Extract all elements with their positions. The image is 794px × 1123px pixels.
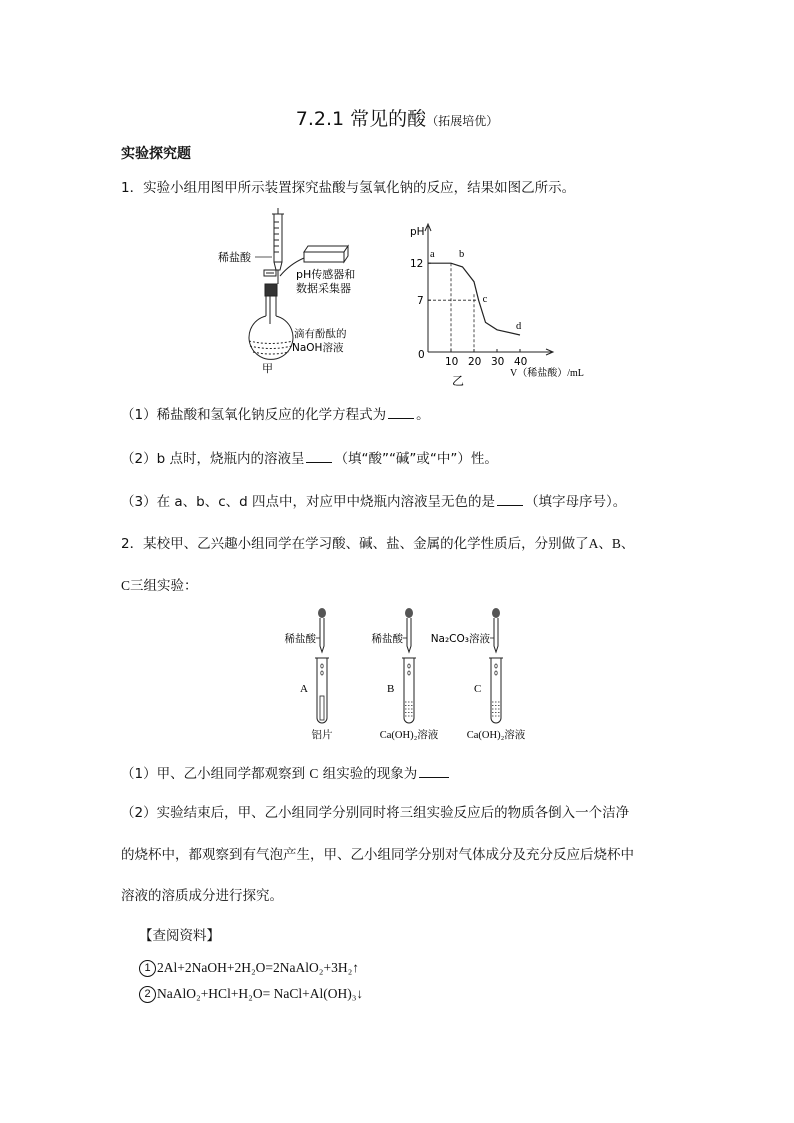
q1-stem: 1．实验小组用图甲所示装置探究盐酸与氢氧化钠的反应，结果如图乙所示。 xyxy=(121,180,576,196)
label-sensor-1: pH传感器和 xyxy=(296,268,356,281)
answer-blank-2[interactable] xyxy=(306,450,332,463)
reagent-label: 稀盐酸 xyxy=(284,633,316,645)
q1-sub1-text: （1）稀盐酸和氢氧化钠反应的化学方程式为 xyxy=(121,407,387,423)
ph-chart xyxy=(398,218,610,390)
point-label-b: b xyxy=(459,249,465,261)
tube-content-label: 铝片 xyxy=(311,730,333,741)
dropper-bulb xyxy=(318,608,326,618)
q2-sub2-line3: 溶液的溶质成分进行探究。 xyxy=(121,888,283,904)
x-tick-label: 20 xyxy=(468,356,482,368)
sensor-box xyxy=(304,246,348,262)
test-tubes-figure xyxy=(274,604,544,744)
equation-2-text: NaAlO₂+HCl+H₂O= NaCl+Al(OH)₃↓ xyxy=(157,986,364,1001)
q2-sub1-text: （1）甲、乙小组同学都观察到 xyxy=(121,766,306,782)
x-tick-label: 40 xyxy=(514,356,528,368)
q2-sub2-line1: （2）实验结束后，甲、乙小组同学分别同时将三组实验反应后的物质各倒入一个洁净 xyxy=(121,805,630,821)
label-sensor-2: 数据采集器 xyxy=(296,282,351,295)
caption-yi: 乙 xyxy=(452,374,465,388)
label-flask-2: NaOH溶液 xyxy=(292,342,344,354)
q2-stem-abc: A、B、 xyxy=(588,536,635,551)
q2-stem-c: C xyxy=(121,578,131,593)
answer-blank-4[interactable] xyxy=(419,765,449,778)
q1-sub2 xyxy=(121,447,498,467)
test-tube-B xyxy=(372,608,439,741)
q2-sub2-line2: 的烧杯中，都观察到有气泡产生，甲、乙小组同学分别对气体成分及充分反应后烧杯中 xyxy=(121,847,634,863)
q2-stem-text: 2．某校甲、乙兴趣小组同学在学习酸、碱、盐、金属的化学性质后，分别做了 xyxy=(121,536,589,552)
answer-blank-3[interactable] xyxy=(497,493,523,506)
x-tick-label: 10 xyxy=(445,356,459,368)
flask xyxy=(249,284,293,359)
reagent-label: 稀盐酸 xyxy=(371,633,403,645)
equation-2-number: 2 xyxy=(139,986,156,1003)
aluminum-strip xyxy=(320,696,324,720)
caption-jia: 甲 xyxy=(262,362,273,375)
point-label-c: c xyxy=(482,294,488,306)
q1-sub1 xyxy=(121,403,430,423)
apparatus-figure xyxy=(200,206,390,378)
q2-stem-end: 三组实验： xyxy=(130,578,198,594)
equation-1 xyxy=(139,960,359,977)
equation-2 xyxy=(139,986,363,1003)
q1-sub3-text: （3）在 a、b、c、d 四点中，对应甲中烧瓶内溶液呈无色的是 xyxy=(121,494,496,510)
dropper-bulb xyxy=(405,608,413,618)
q1-sub2-text: （2）b 点时，烧瓶内的溶液呈 xyxy=(121,451,305,467)
q1-sub1-end: 。 xyxy=(416,407,430,423)
q1-sub3 xyxy=(121,490,626,510)
reagent-label: Na₂CO₃溶液 xyxy=(430,633,490,645)
test-tube-C xyxy=(431,608,526,741)
page-title xyxy=(0,104,794,131)
point-label-d: d xyxy=(516,320,522,332)
equation-1-number: 1 xyxy=(139,960,156,977)
info-heading: 【查阅资料】 xyxy=(139,928,220,944)
dropper-bulb xyxy=(492,608,500,618)
answer-blank-1[interactable] xyxy=(388,406,414,419)
y-tick-label: 12 xyxy=(410,258,424,271)
burette xyxy=(264,208,284,284)
x-tick-label: 30 xyxy=(491,356,505,368)
q1-sub2-end: （填“酸”“碱”或“中”）性。 xyxy=(334,451,498,467)
dropper-tip xyxy=(407,618,411,652)
label-acid: 稀盐酸 xyxy=(218,251,251,264)
test-tube-A xyxy=(285,608,333,741)
tube-letter: C xyxy=(474,683,482,695)
tube-content-label: Ca(OH)₂溶液 xyxy=(466,730,526,741)
equation-1-text: 2Al+2NaOH+2H₂O=2NaAlO₂+3H₂↑ xyxy=(157,960,360,975)
q2-stem-line2 xyxy=(121,574,198,594)
q2-stem-line1 xyxy=(121,532,634,552)
tube-letter: A xyxy=(300,683,308,695)
y-tick-label: 7 xyxy=(417,295,424,308)
x-axis-label: V（稀盐酸）/mL xyxy=(510,368,584,379)
tube-content-label: Ca(OH)₂溶液 xyxy=(379,730,439,741)
tube-letter: B xyxy=(387,683,395,695)
title-sub: （拓展培优） xyxy=(426,114,499,128)
q1-sub3-end: （填字母序号）。 xyxy=(525,494,627,510)
dropper-tip xyxy=(320,618,324,652)
label-flask-1: 滴有酚酞的 xyxy=(294,328,347,340)
origin-label: 0 xyxy=(418,349,425,361)
point-label-a: a xyxy=(430,249,435,261)
q2-sub1-text-2: 组实验的现象为 xyxy=(322,766,418,782)
title-main: 7.2.1 常见的酸 xyxy=(295,108,427,130)
ph-curve xyxy=(428,263,520,335)
q2-sub1 xyxy=(121,762,451,782)
section-heading: 实验探究题 xyxy=(121,146,191,162)
y-axis-label: pH xyxy=(410,226,425,238)
dropper-tip xyxy=(494,618,498,652)
q2-sub1-c: C xyxy=(309,766,319,781)
